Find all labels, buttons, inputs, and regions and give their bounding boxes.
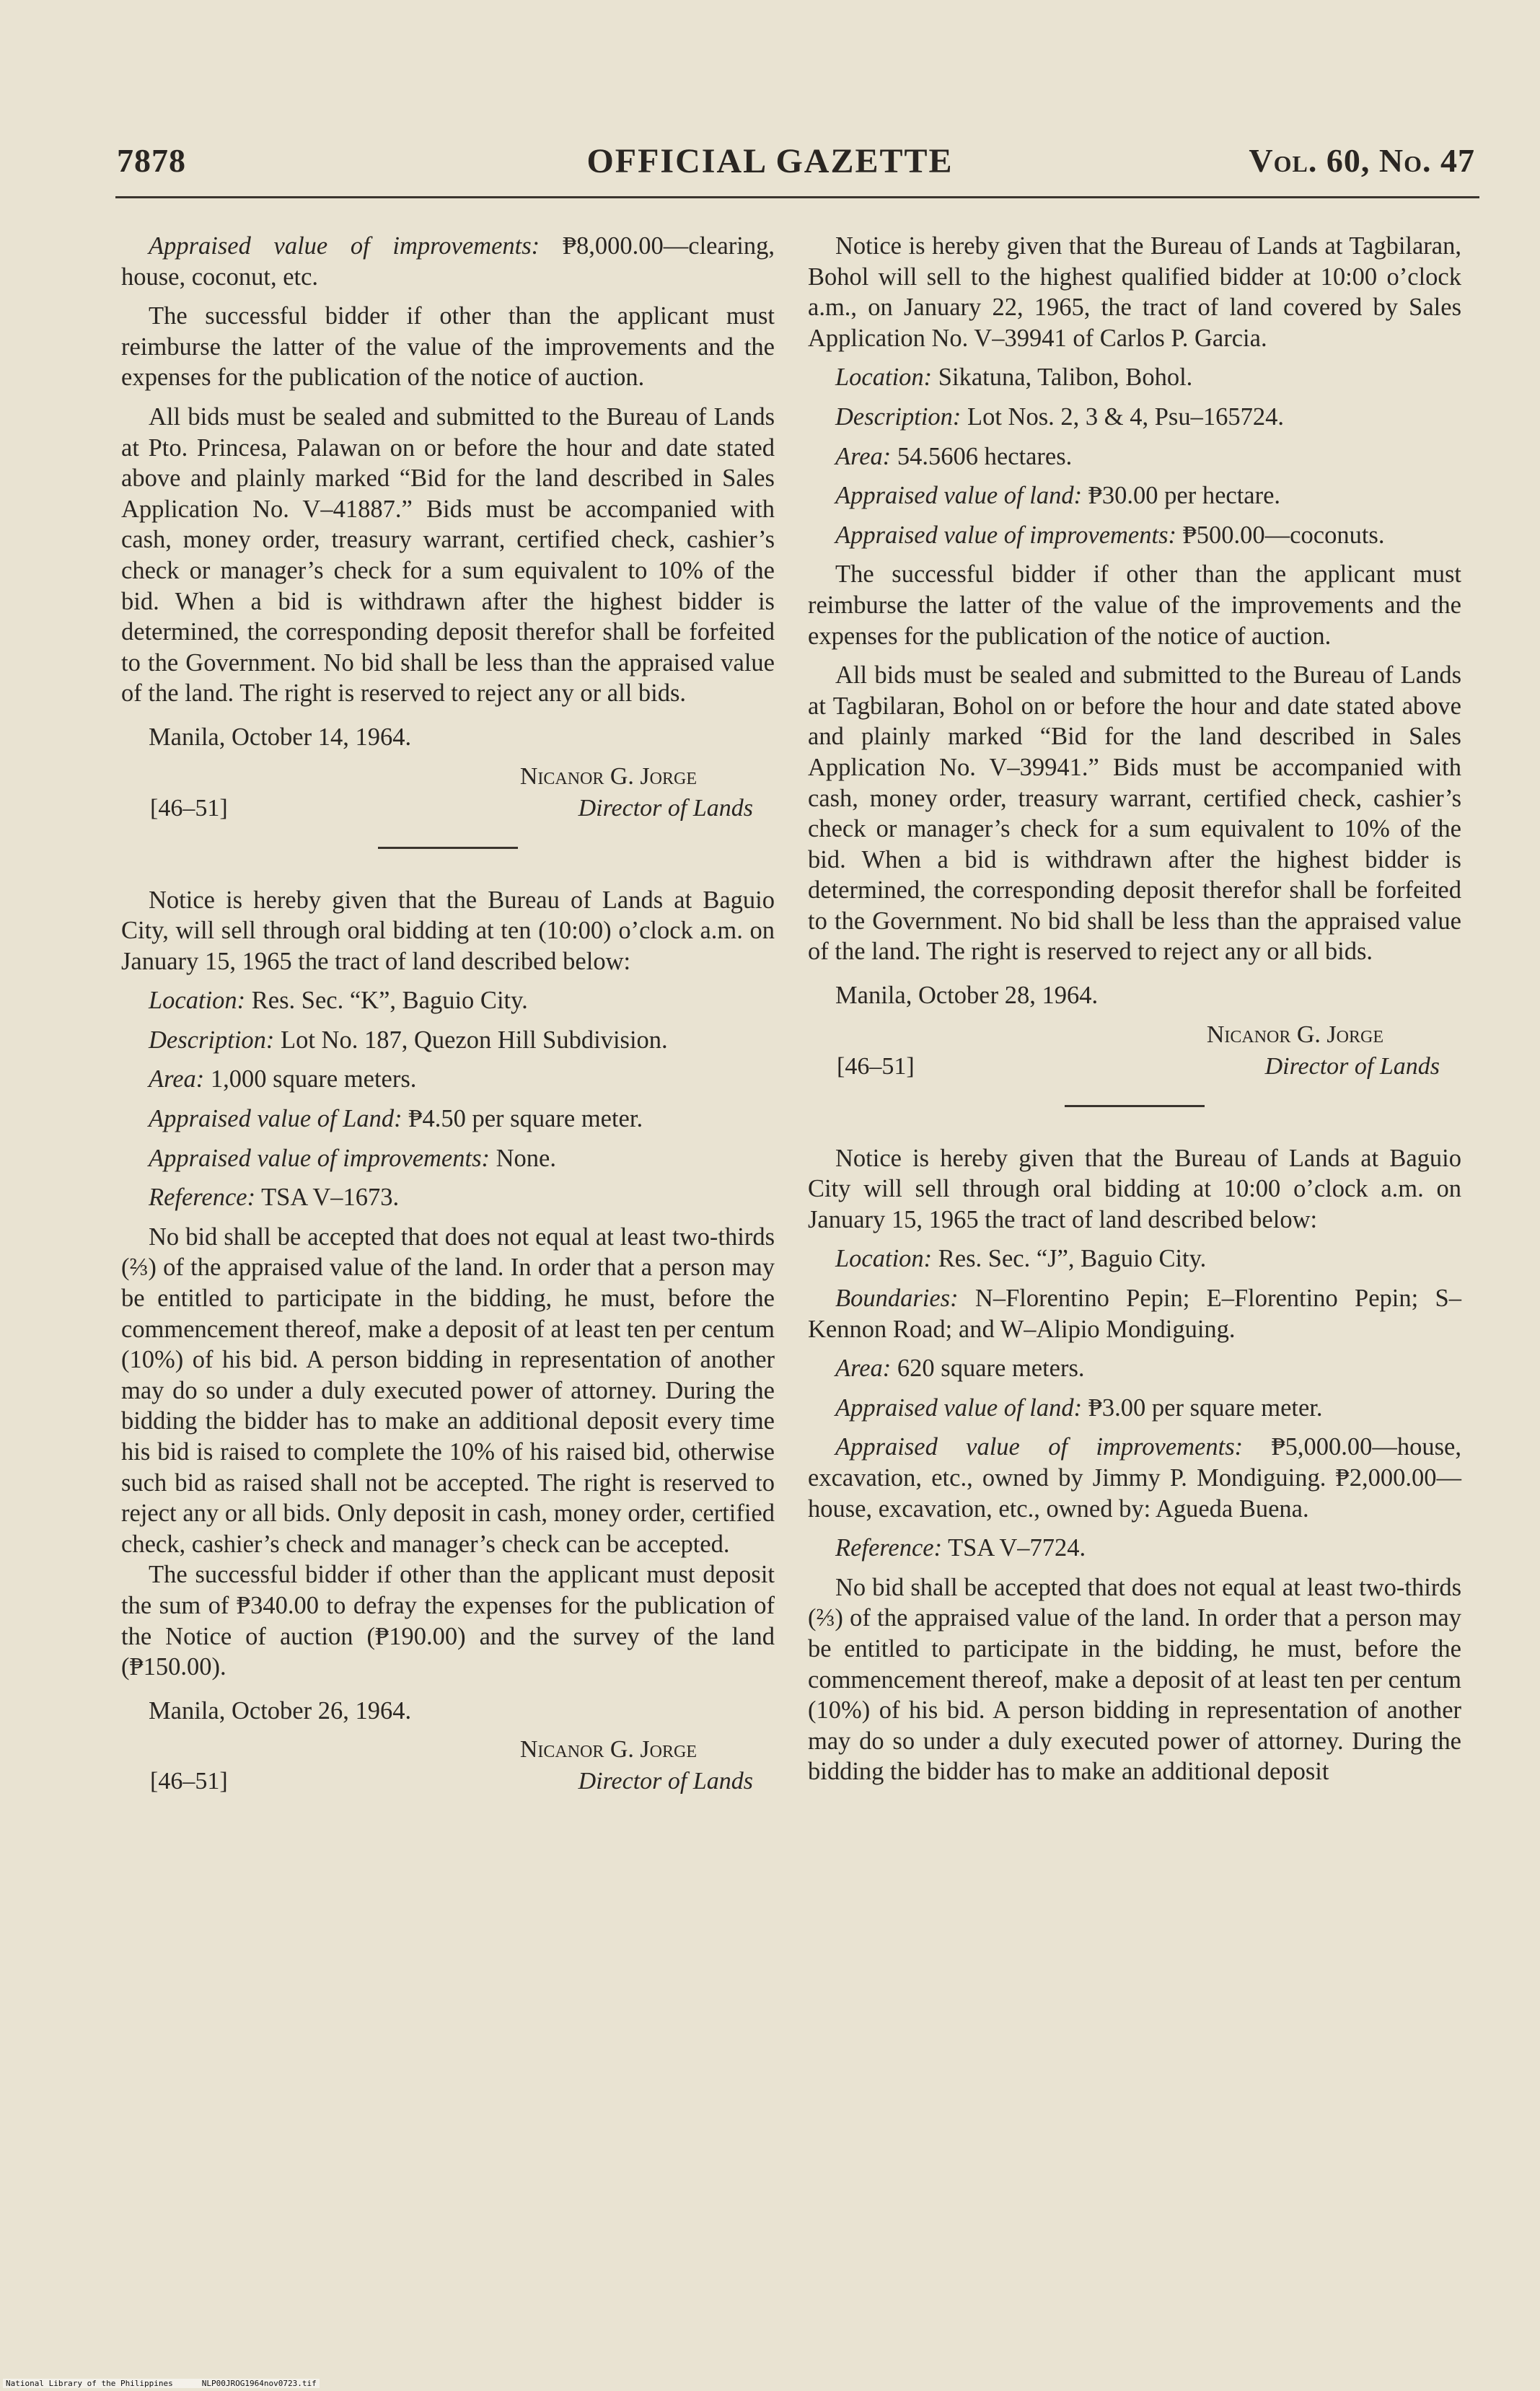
volume-number: Vol. 60, No. 47: [1249, 142, 1475, 179]
signature-block: [121, 1735, 775, 1804]
right-column: [808, 231, 1461, 1787]
issue-code: [46–51]: [150, 794, 228, 822]
header-rule: [115, 196, 1479, 198]
signatory-name: Nicanor G. Jorge: [1206, 1021, 1383, 1048]
detail-line: Location: Sikatuna, Talibon, Bohol.: [835, 364, 1193, 392]
dateline: Manila, October 26, 1964.: [149, 1696, 412, 1725]
detail-line: Location: Res. Sec. “J”, Baguio City.: [835, 1245, 1207, 1273]
library-credit: National Library of the Philippines: [6, 2379, 173, 2388]
notice-separator: [1065, 1105, 1205, 1107]
scan-footer: [3, 2379, 320, 2388]
paragraph: No bid shall be accepted that does not equal at least two-thirds (⅔) of the appraised value of the land. In order that a person may be entitled to participate in the bidding, he must, before the commencement thereof, make a deposit of at least ten per centum (10%) of his bid. A person bidding in representation of another may do so under a duly executed power of attorney. During the bidding the bidder has to make an additional deposit every time his bid is raised to complete the 10% of his raised bid, otherwise such bid as raised shall not be accepted. The right is reserved to reject any or all bids. Only deposit in cash, money order, certified check, cashier’s check and manager’s check can be accepted.: [121, 1223, 775, 1558]
page-number: 7878: [117, 142, 186, 179]
signatory-name: Nicanor G. Jorge: [519, 762, 697, 790]
paragraph: The successful bidder if other than the applicant must reimburse the latter of the value of the improvements and the expenses for the publication of the notice of auction.: [121, 302, 775, 392]
detail-line: Appraised value of Land: ₱4.50 per square meter.: [149, 1105, 643, 1133]
signature-block: [121, 762, 775, 831]
detail-line: Reference: TSA V–7724.: [835, 1534, 1086, 1562]
paragraph: Notice is hereby given that the Bureau of Lands at Tagbilaran, Bohol will sell to the highest qualified bidder at 10:00 o’clock a.m., on January 22, 1965, the tract of land covered by Sales Application No. V–39941 of Carlos P. Garcia.: [808, 232, 1461, 352]
signature-block: [808, 1020, 1461, 1089]
notice-separator: [378, 847, 518, 849]
detail-line: Appraised value of improvements: None.: [149, 1144, 556, 1172]
paragraph: Notice is hereby given that the Bureau of Lands at Baguio City will sell through oral bidding at 10:00 o’clock a.m. on January 15, 1965 the tract of land described below:: [808, 1144, 1461, 1233]
detail-line: Description: Lot No. 187, Quezon Hill Subdivision.: [149, 1026, 668, 1054]
detail-line: Location: Res. Sec. “K”, Baguio City.: [149, 987, 528, 1015]
paragraph: The successful bidder if other than the applicant must deposit the sum of ₱340.00 to defray the expenses for the publication of the Notice of auction (₱190.00) and the survey of the land (₱150.00).: [121, 1561, 775, 1681]
signatory-title: Director of Lands: [578, 1768, 753, 1795]
signatory-title: Director of Lands: [1264, 1052, 1440, 1080]
paragraph: Notice is hereby given that the Bureau of Lands at Baguio City, will sell through oral bidding at ten (10:00) o’clock a.m. on January 15, 1965 the tract of land described below:: [121, 886, 775, 975]
detail-line: Description: Lot Nos. 2, 3 & 4, Psu–165724.: [835, 402, 1284, 431]
detail-line: Appraised value of land: ₱3.00 per square meter.: [835, 1393, 1323, 1422]
dateline: Manila, October 14, 1964.: [149, 723, 412, 751]
signatory-name: Nicanor G. Jorge: [519, 1736, 697, 1763]
paragraph: No bid shall be accepted that does not equal at least two-thirds (⅔) of the appraised value of the land. In order that a person may be entitled to participate in the bidding, he must, before the commencement thereof, make a deposit of at least ten per centum (10%) of his bid. A person bidding in representation of another may do so under a duly executed power of attorney. During the bidding the bidder has to make an additional deposit: [808, 1573, 1461, 1786]
detail-line: Area: 620 square meters.: [835, 1355, 1085, 1383]
publication-title: OFFICIAL GAZETTE: [586, 142, 954, 180]
detail-line: Appraised value of improvements: ₱5,000.00—house, excavation, etc., owned by Jimmy P. Mondiguing. ₱2,000.00—house, excavation, etc., owned by: Agueda Buena.: [808, 1433, 1461, 1523]
dateline: Manila, October 28, 1964.: [835, 982, 1099, 1010]
detail-line: Appraised value of improvements: ₱500.00—coconuts.: [835, 521, 1385, 549]
detail-line: Area: 54.5606 hectares.: [835, 442, 1073, 470]
paragraph: All bids must be sealed and submitted to the Bureau of Lands at Tagbilaran, Bohol on or before the hour and date stated above and plainly marked “Bid for the land described in Sales Application No. V–39941.” Bids must be accompanied with cash, money order, treasury warrant, certified check, cashier’s check or manager’s check for a sum equivalent to 10% of the bid. When a bid is withdrawn after the highest bidder is determined, the corresponding deposit therefor shall be forfeited to the Government. No bid shall be less than the appraised value of the land. The right is reserved to reject any or all bids.: [808, 661, 1461, 966]
issue-code: [46–51]: [150, 1768, 228, 1795]
detail-line: Reference: TSA V–1673.: [149, 1184, 400, 1212]
file-name: NLP00JROG1964nov0723.tif: [201, 2379, 317, 2388]
issue-code: [46–51]: [837, 1052, 915, 1080]
paragraph: All bids must be sealed and submitted to the Bureau of Lands at Pto. Princesa, Palawan on or before the hour and date stated above and plainly marked “Bid for the land described in Sales Application No. V–41887.” Bids must be accompanied with cash, money order, treasury warrant, certified check, cashier’s check or manager’s check for a sum equivalent to 10% of the bid. When a bid is withdrawn after the highest bidder is determined, the corresponding deposit therefor shall be forfeited to the Government. No bid shall be less than the appraised value of the land. The right is reserved to reject any or all bids.: [121, 402, 775, 708]
detail-line: Boundaries: N–Florentino Pepin; E–Florentino Pepin; S–Kennon Road; and W–Alipio Mondiguing.: [808, 1285, 1461, 1343]
signatory-title: Director of Lands: [578, 794, 753, 822]
left-column: [121, 231, 775, 1804]
detail-line: Area: 1,000 square meters.: [149, 1065, 417, 1093]
detail-line: Appraised value of land: ₱30.00 per hectare.: [835, 482, 1281, 510]
paragraph: Appraised value of improvements: ₱8,000.00—clearing, house, coconut, etc.: [121, 232, 775, 291]
paragraph: The successful bidder if other than the applicant must reimburse the latter of the value of the improvements and the expenses for the publication of the notice of auction.: [808, 560, 1461, 650]
field-label: Appraised value of improvements:: [149, 232, 540, 260]
